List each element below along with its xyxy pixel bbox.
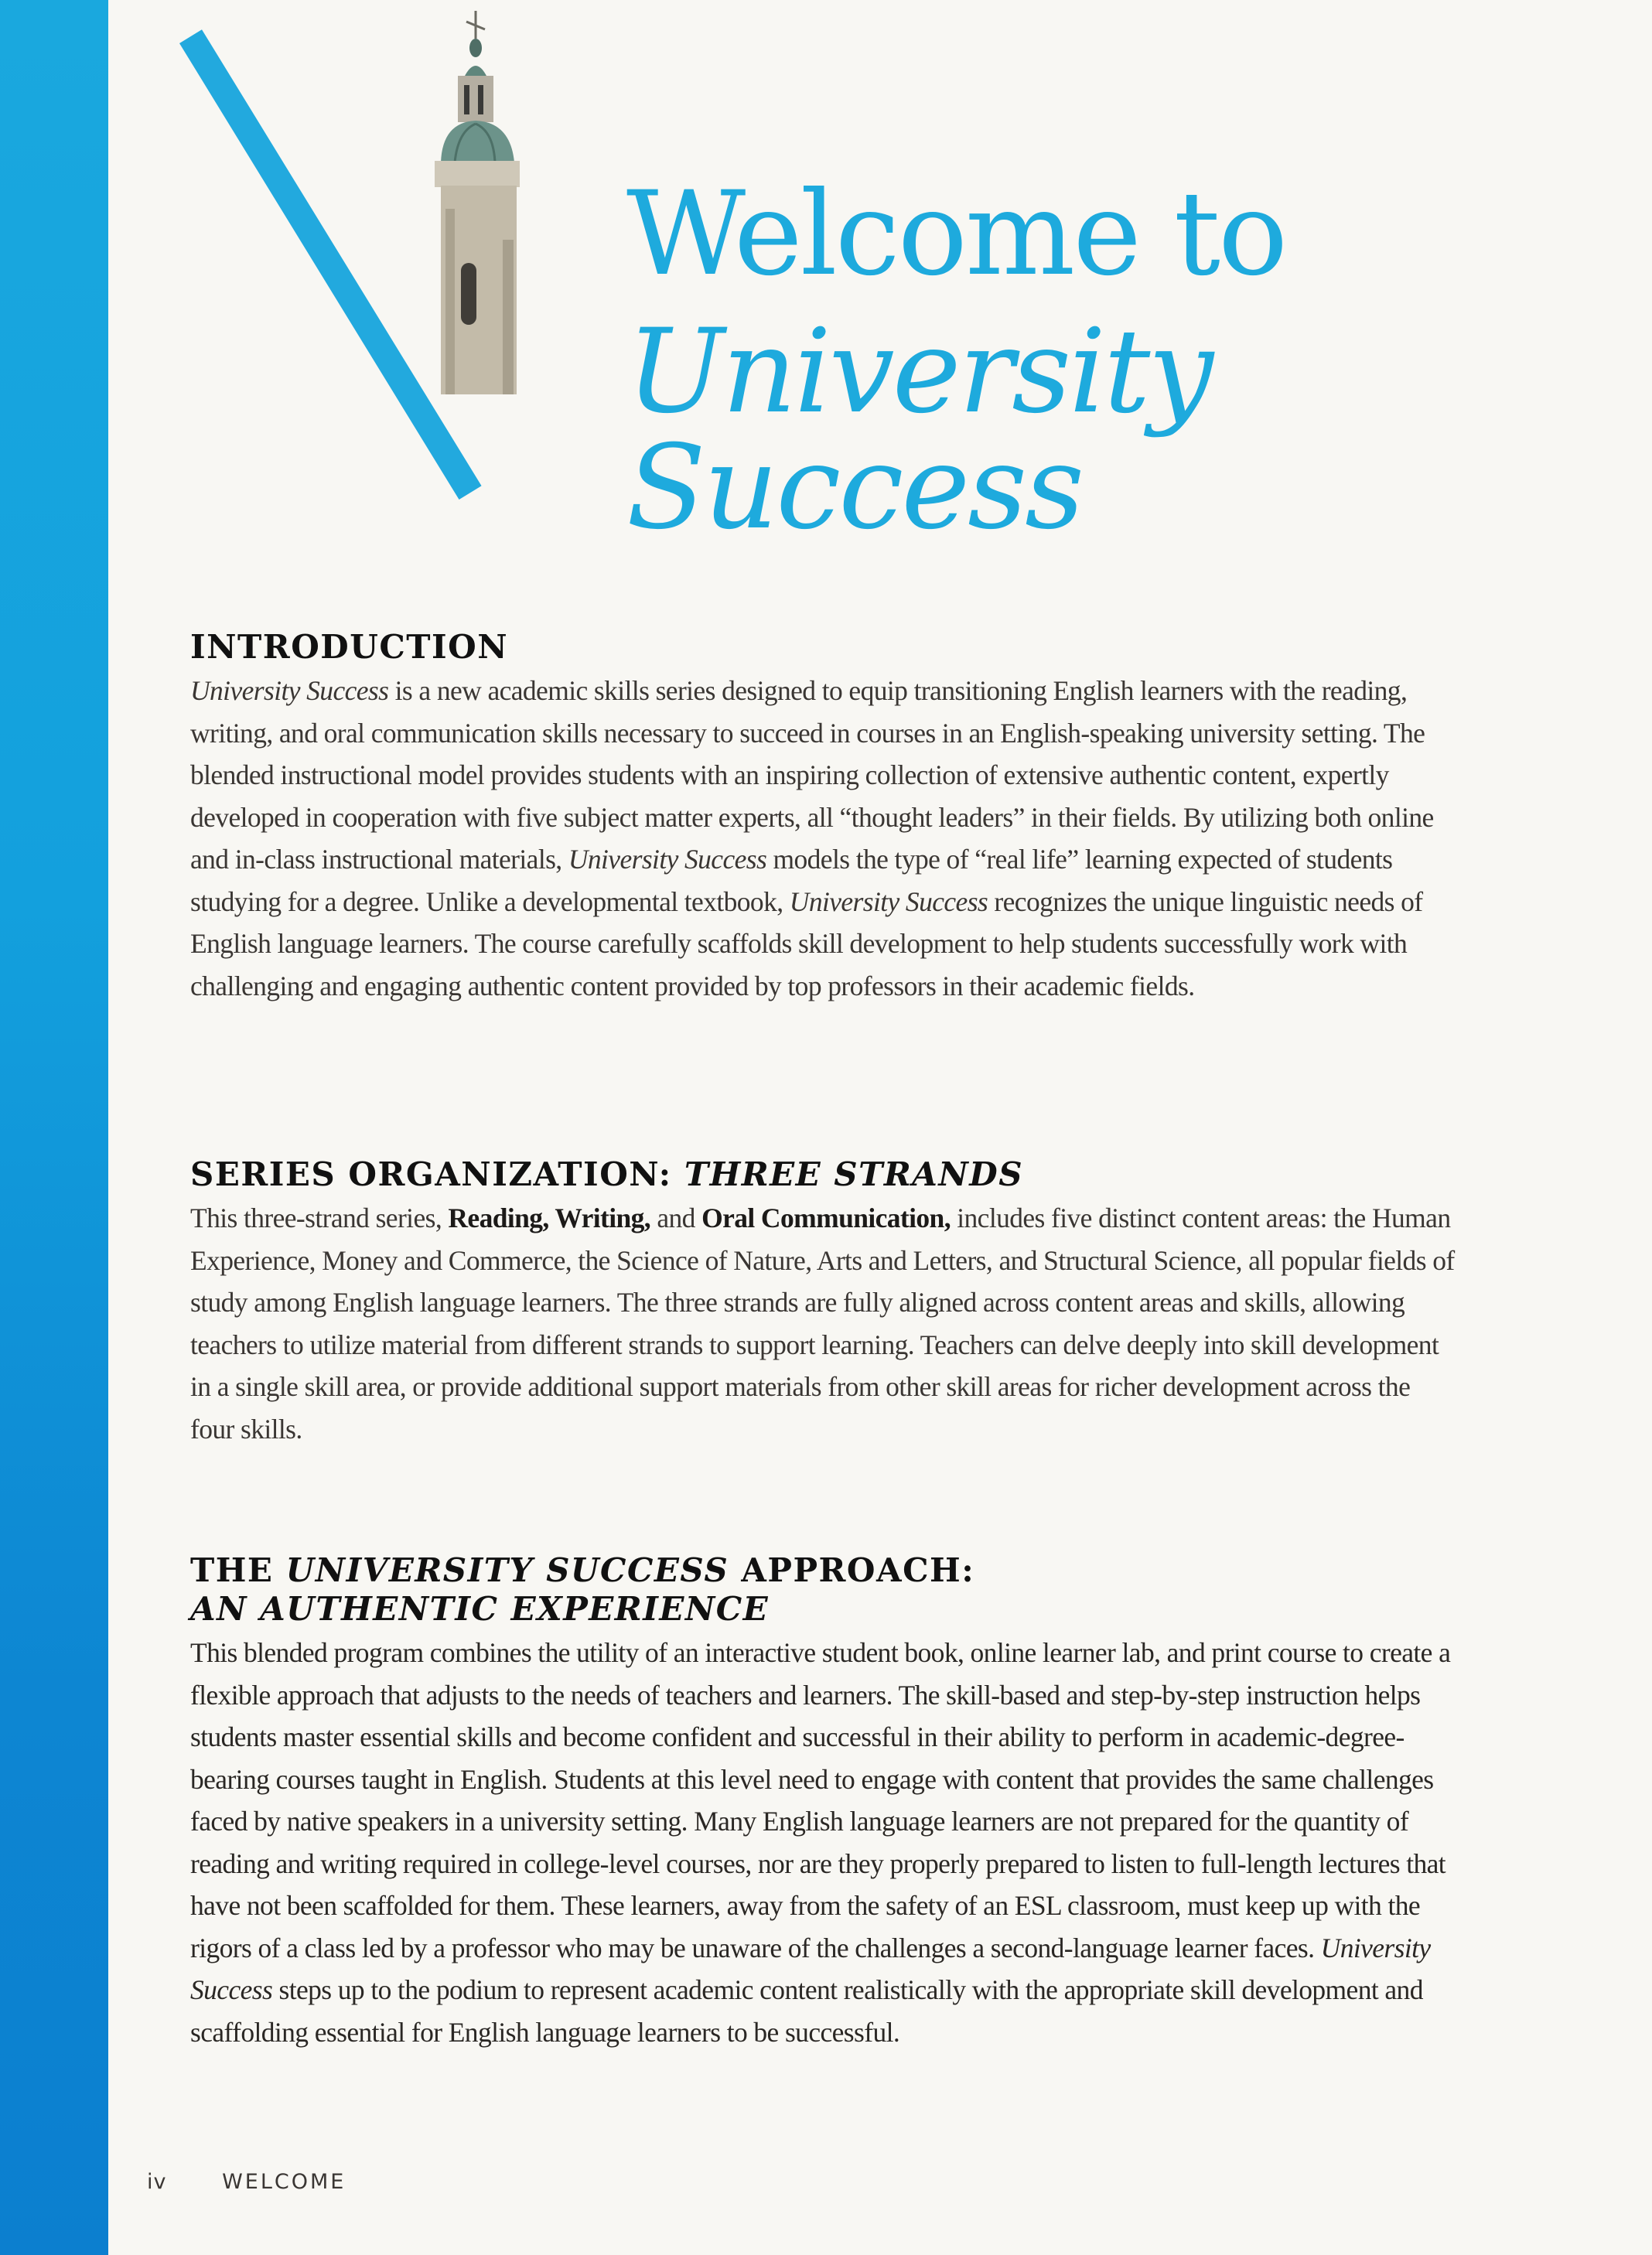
page-footer bbox=[147, 2170, 346, 2194]
italic-title: University Success bbox=[190, 675, 389, 706]
section-series-organization bbox=[190, 1155, 1459, 1450]
text-run: models the type of “real life” learning expected of students studying for a degree. Unlike a developmental textbook, bbox=[190, 844, 1393, 917]
section-paragraph bbox=[190, 1632, 1459, 2053]
section-heading bbox=[190, 1551, 1459, 1629]
title-line-1: Welcome to bbox=[626, 167, 1286, 302]
bell-tower-photo bbox=[394, 8, 557, 394]
running-section-label: WELCOME bbox=[222, 2170, 346, 2194]
section-approach bbox=[190, 1551, 1459, 2053]
text-run: recognizes the unique linguistic needs of English language learners. The course carefully scaffolds skill development to help students successfully work with challenging and engaging authentic content provided by top professors in their academic fields. bbox=[190, 885, 1423, 1001]
text-run: and bbox=[650, 1203, 702, 1233]
text-run: This three-strand series, bbox=[190, 1203, 449, 1233]
section-heading bbox=[190, 1155, 1459, 1194]
heading-italic-text: AN AUTHENTIC EXPERIENCE bbox=[190, 1590, 770, 1628]
heading-italic-text: UNIVERSITY SUCCESS bbox=[285, 1551, 729, 1589]
section-heading: INTRODUCTION bbox=[190, 628, 509, 666]
bold-strand-names: Reading, Writing, bbox=[448, 1203, 651, 1233]
italic-title: University Success bbox=[190, 1932, 1431, 2005]
italic-title: University Success bbox=[789, 885, 988, 917]
text-run: This blended program combines the utility of an interactive student book, online learner lab, and print course to create a flexible approach that adjusts to the needs of teachers and learners. The skill-based and step-by-step instruction helps students master essential skills and become confident and successful in their ability to perform in academic-degree-bearing courses taught in English. Students at this level need to engage with content that provides the same challenges faced by native speakers in a university setting. Many English language learners are not prepared for the quantity of reading and writing required in college-level courses, nor are they properly prepared to listen to full-length lectures that have not been scaffolded for them. These learners, away from the safety of an ESL classroom, must keep up with the rigors of a class led by a professor who may be unaware of the challenges a second-language learner faces. bbox=[190, 1637, 1451, 1963]
section-paragraph bbox=[190, 1197, 1459, 1450]
text-run: steps up to the podium to represent academic content realistically with the appropriate skill development and scaffolding essential for English language learners to be successful. bbox=[190, 1974, 1423, 2048]
heading-text: THE bbox=[190, 1551, 286, 1589]
section-paragraph bbox=[190, 670, 1459, 1007]
blue-side-bar bbox=[0, 0, 108, 2255]
heading-text: APPROACH: bbox=[729, 1551, 975, 1589]
title-line-2: University Success bbox=[626, 305, 1212, 555]
text-run: is a new academic skills series designed to equip transitioning English learners with the reading, writing, and oral communication skills necessary to succeed in courses in an English-speaking university setting. The blended instructional model provides students with an inspiring collection of extensive authentic content, expertly developed in cooperation with five subject matter experts, all “thought leaders” in their fields. By utilizing both online and in-class instructional materials, bbox=[190, 675, 1434, 875]
hero-banner bbox=[108, 0, 1652, 588]
text-run: includes five distinct content areas: the Human Experience, Money and Commerce, the Science of Nature, Arts and Letters, and Structural Science, all popular fields of study among English language learners. The three strands are fully aligned across content areas and skills, allowing teachers to utilize material from different strands to support learning. Teachers can delve deeply into skill development in a single skill area, or provide additional support materials from other skill areas for richer development across the four skills. bbox=[190, 1203, 1455, 1445]
heading-text: SERIES ORGANIZATION: bbox=[190, 1155, 684, 1193]
section-introduction bbox=[190, 628, 1459, 1007]
heading-italic-text: THREE STRANDS bbox=[684, 1155, 1024, 1193]
page-title bbox=[626, 167, 1652, 555]
italic-title: University Success bbox=[568, 844, 767, 875]
page-number: iv bbox=[147, 2170, 167, 2194]
bold-strand-name: Oral Communication, bbox=[701, 1203, 951, 1233]
